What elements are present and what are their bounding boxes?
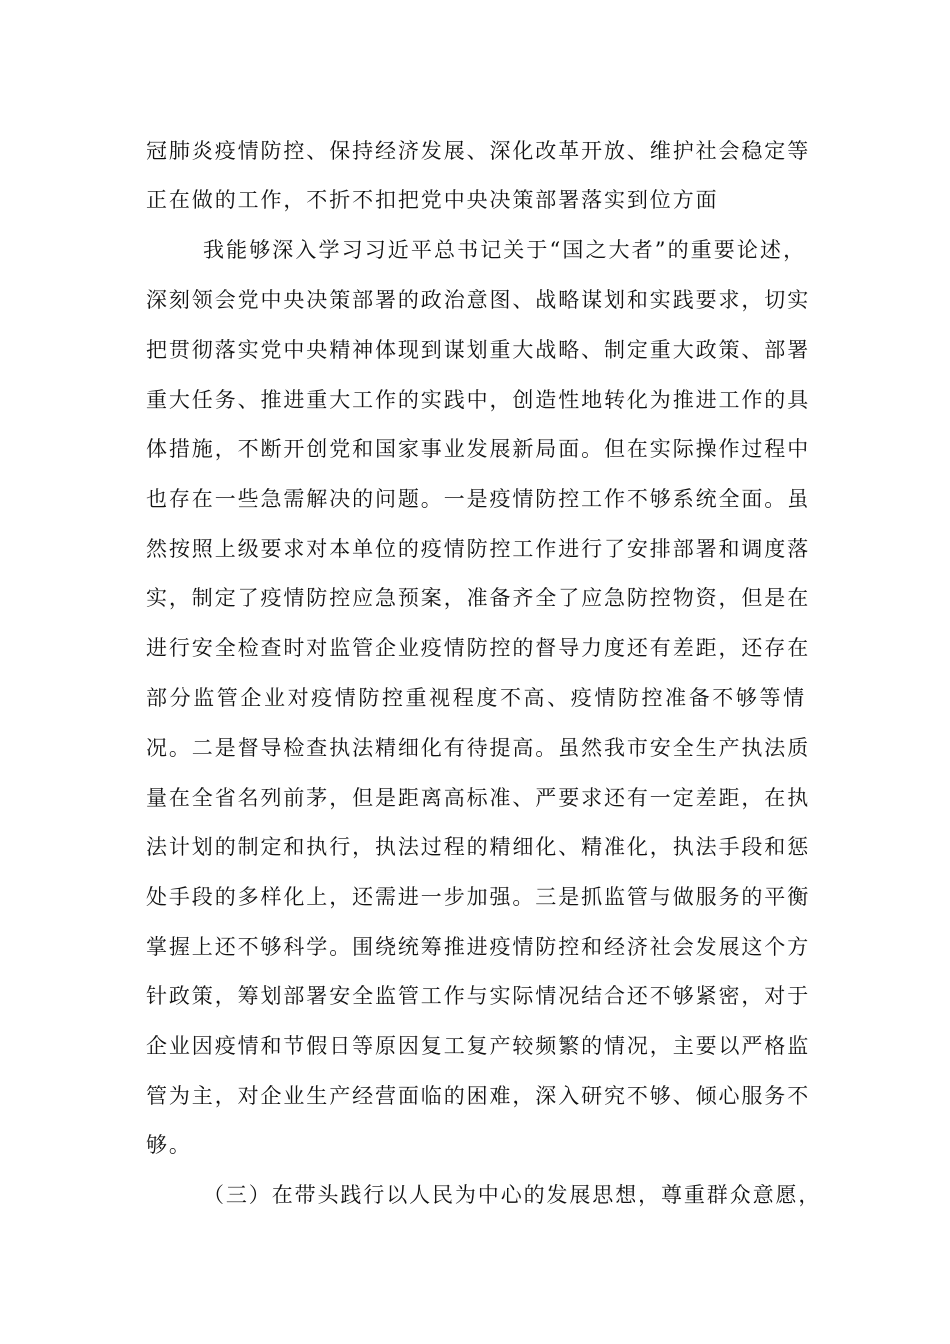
text-line-1: 冠肺炎疫情防控、保持经济发展、深化改革开放、维护社会稳定等	[146, 139, 811, 163]
text-line-7: 体措施，不断开创党和国家事业发展新局面。但在实际操作过程中	[146, 437, 811, 461]
text-line-21: 够。	[146, 1133, 192, 1157]
text-line-9: 然按照上级要求对本单位的疫情防控工作进行了安排部署和调度落	[146, 537, 811, 561]
text-line-11: 进行安全检查时对监管企业疫情防控的督导力度还有差距，还存在	[146, 636, 811, 660]
text-line-17: 掌握上还不够科学。围绕统筹推进疫情防控和经济社会发展这个方	[146, 935, 811, 959]
text-line-14: 量在全省名列前茅，但是距离高标准、严要求还有一定差距，在执	[146, 786, 811, 810]
text-line-15: 法计划的制定和执行，执法过程的精细化、精准化，执法手段和惩	[146, 835, 811, 859]
text-line-3: 我能够深入学习习近平总书记关于“国之大者”的重要论述，	[203, 238, 806, 262]
text-line-18: 针政策，筹划部署安全监管工作与实际情况结合还不够紧密，对于	[146, 984, 811, 1008]
text-line-2: 正在做的工作，不折不扣把党中央决策部署落实到位方面	[146, 188, 719, 212]
text-line-5: 把贯彻落实党中央精神体现到谋划重大战略、制定重大政策、部署	[146, 338, 811, 362]
text-line-4: 深刻领会党中央决策部署的政治意图、战略谋划和实践要求，切实	[146, 288, 811, 312]
section-heading-3: （三）在带头践行以人民为中心的发展思想，尊重群众意愿，	[203, 1183, 822, 1207]
text-line-8: 也存在一些急需解决的问题。一是疫情防控工作不够系统全面。虽	[146, 487, 811, 511]
text-line-6: 重大任务、推进重大工作的实践中，创造性地转化为推进工作的具	[146, 388, 811, 412]
text-line-13: 况。二是督导检查执法精细化有待提高。虽然我市安全生产执法质	[146, 736, 811, 760]
text-line-16: 处手段的多样化上，还需进一步加强。三是抓监管与做服务的平衡	[146, 885, 811, 909]
text-line-20: 管为主，对企业生产经营面临的困难，深入研究不够、倾心服务不	[146, 1084, 811, 1108]
text-line-12: 部分监管企业对疫情防控重视程度不高、疫情防控准备不够等情	[146, 686, 806, 710]
text-line-19: 企业因疫情和节假日等原因复工复产较频繁的情况，主要以严格监	[146, 1034, 811, 1058]
text-line-10: 实，制定了疫情防控应急预案，准备齐全了应急防控物资，但是在	[146, 586, 811, 610]
